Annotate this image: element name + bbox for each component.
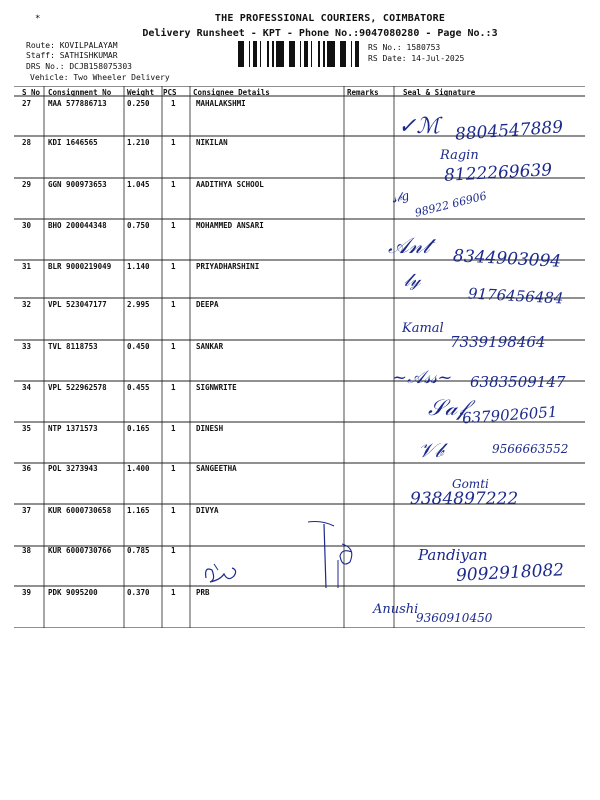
cell-sno: 31 (22, 262, 32, 271)
cell-pcs: 1 (171, 300, 176, 309)
barcode (238, 41, 362, 67)
cell-weight: 0.370 (127, 588, 150, 597)
cell-consignee: DINESH (196, 424, 224, 433)
cell-sno: 36 (22, 464, 32, 473)
consignee-scribble (200, 560, 244, 586)
cell-consignment: KUR 6000730658 (48, 506, 112, 515)
cell-weight: 0.785 (127, 546, 150, 555)
cell-weight: 1.045 (127, 180, 150, 189)
corner-mark: * (35, 14, 41, 24)
cell-consignee: PRB (196, 588, 210, 597)
handwritten-name: Gomti (452, 477, 489, 491)
cell-pcs: 1 (171, 221, 176, 230)
cell-sno: 33 (22, 342, 32, 351)
cell-weight: 0.250 (127, 99, 150, 108)
handwritten-phone: 98922 66906 (413, 189, 488, 220)
handwritten-phone: 9566663552 (492, 442, 569, 456)
signature-scribble: 𝒱𝒷 (418, 438, 444, 462)
cell-weight: 1.140 (127, 262, 150, 271)
cell-sno: 38 (22, 546, 32, 555)
handwritten-phone: 6383509147 (470, 373, 566, 391)
rs-date: RS Date: 14-Jul-2025 (368, 54, 465, 63)
cell-consignee: MOHAMMED ANSARI (196, 221, 264, 230)
cell-consignee: AADITHYA SCHOOL (196, 180, 264, 189)
cell-weight: 1.400 (127, 464, 150, 473)
vehicle-label: Vehicle: Two Wheeler Delivery (30, 73, 170, 82)
cell-consignment: BLR 9000219049 (48, 262, 112, 271)
cell-pcs: 1 (171, 99, 176, 108)
cell-weight: 2.995 (127, 300, 150, 309)
cell-consignee: PRIYADHARSHINI (196, 262, 260, 271)
cell-pcs: 1 (171, 342, 176, 351)
cell-consignment: BHO 200044348 (48, 221, 107, 230)
cell-sno: 37 (22, 506, 32, 515)
signature-scribble: 𝓈𝒷𝑔 (390, 188, 411, 206)
handwritten-phone: 6379026051 (461, 402, 558, 428)
page-subtitle: Delivery Runsheet - KPT - Phone No.:9047080280 - Page No.:3 (142, 28, 498, 39)
cell-pcs: 1 (171, 262, 176, 271)
cell-consignment: VPL 523047177 (48, 300, 107, 309)
cell-consignment: VPL 522962578 (48, 383, 107, 392)
signature-scribble: ~𝒜𝓈𝓈~ (392, 367, 453, 388)
rs-number: RS No.: 1580753 (368, 43, 441, 52)
signature-scribble: 𝓁𝓎 (404, 270, 421, 291)
cell-sno: 35 (22, 424, 32, 433)
col-header-consignment: Consignment No (48, 88, 112, 97)
cell-sno: 34 (22, 383, 32, 392)
col-header-consignee: Consignee Details (193, 88, 270, 97)
cell-consignee: NIKILAN (196, 138, 228, 147)
cell-pcs: 1 (171, 180, 176, 189)
handwritten-phone: 7339198464 (450, 333, 546, 351)
cell-consignee: DEEPA (196, 300, 219, 309)
cell-consignee: SANGEETHA (196, 464, 237, 473)
staff-label: Staff: SATHISHKUMAR (26, 51, 118, 60)
cell-sno: 30 (22, 221, 32, 230)
cell-pcs: 1 (171, 383, 176, 392)
cell-pcs: 1 (171, 424, 176, 433)
cell-consignee: SANKAR (196, 342, 224, 351)
handwritten-name: Anushi (373, 602, 419, 617)
cell-weight: 0.450 (127, 342, 150, 351)
cell-consignment: MAA 577886713 (48, 99, 107, 108)
cell-consignment: KDI 1646565 (48, 138, 98, 147)
cell-consignment: TVL 8118753 (48, 342, 98, 351)
cell-sno: 32 (22, 300, 32, 309)
cell-pcs: 1 (171, 588, 176, 597)
drs-label: DRS No.: DCJB158075303 (26, 62, 132, 71)
cell-weight: 0.455 (127, 383, 150, 392)
col-header-sno: S No (22, 88, 41, 97)
handwritten-name: Kamal (402, 321, 444, 336)
cell-consignment: POL 3273943 (48, 464, 98, 473)
cell-consignee: MAHALAKSHMI (196, 99, 246, 108)
cell-pcs: 1 (171, 506, 176, 515)
cell-weight: 1.210 (127, 138, 150, 147)
handwritten-phone: 9384897222 (410, 489, 519, 509)
cell-weight: 0.750 (127, 221, 150, 230)
handwritten-phone: 9176456484 (467, 284, 564, 308)
cell-consignment: GGN 900973653 (48, 180, 107, 189)
signature-scribble: ✓ℳ (398, 114, 440, 139)
handwritten-phone: 9360910450 (416, 611, 493, 625)
handwritten-name: Ragin (440, 148, 479, 163)
cell-pcs: 1 (171, 138, 176, 147)
handwritten-phone: 8804547889 (454, 117, 564, 145)
page-title: THE PROFESSIONAL COURIERS, COIMBATORE (214, 13, 446, 24)
handwritten-name: Pandiyan (418, 546, 488, 564)
route-label: Route: KOVILPALAYAM (26, 41, 118, 50)
cell-sno: 27 (22, 99, 32, 108)
cell-pcs: 1 (171, 464, 176, 473)
signature-scribble: 𝒜𝓃𝓉 (388, 234, 430, 259)
col-header-signature: Seal & Signature (403, 88, 476, 97)
cell-consignment: PDK 9095200 (48, 588, 98, 597)
handwritten-phone: 9092918082 (455, 560, 565, 586)
handwritten-phone: 8122269639 (443, 160, 553, 186)
cell-sno: 39 (22, 588, 32, 597)
cell-sno: 29 (22, 180, 32, 189)
cell-consignee: DIVYA (196, 506, 219, 515)
remarks-scribble (300, 518, 362, 596)
cell-consignment: NTP 1371573 (48, 424, 98, 433)
cell-sno: 28 (22, 138, 32, 147)
cell-weight: 1.165 (127, 506, 150, 515)
signature-scribble: 𝒮𝒶𝒻 (428, 396, 467, 421)
cell-weight: 0.165 (127, 424, 150, 433)
handwritten-phone: 8344903094 (452, 246, 562, 272)
cell-consignee: SIGNWRITE (196, 383, 237, 392)
col-header-remarks: Remarks (347, 88, 379, 97)
cell-pcs: 1 (171, 546, 176, 555)
col-header-weight: Weight (127, 88, 155, 97)
col-header-pcs: PCS (163, 88, 177, 97)
cell-consignment: KUR 6000730766 (48, 546, 112, 555)
